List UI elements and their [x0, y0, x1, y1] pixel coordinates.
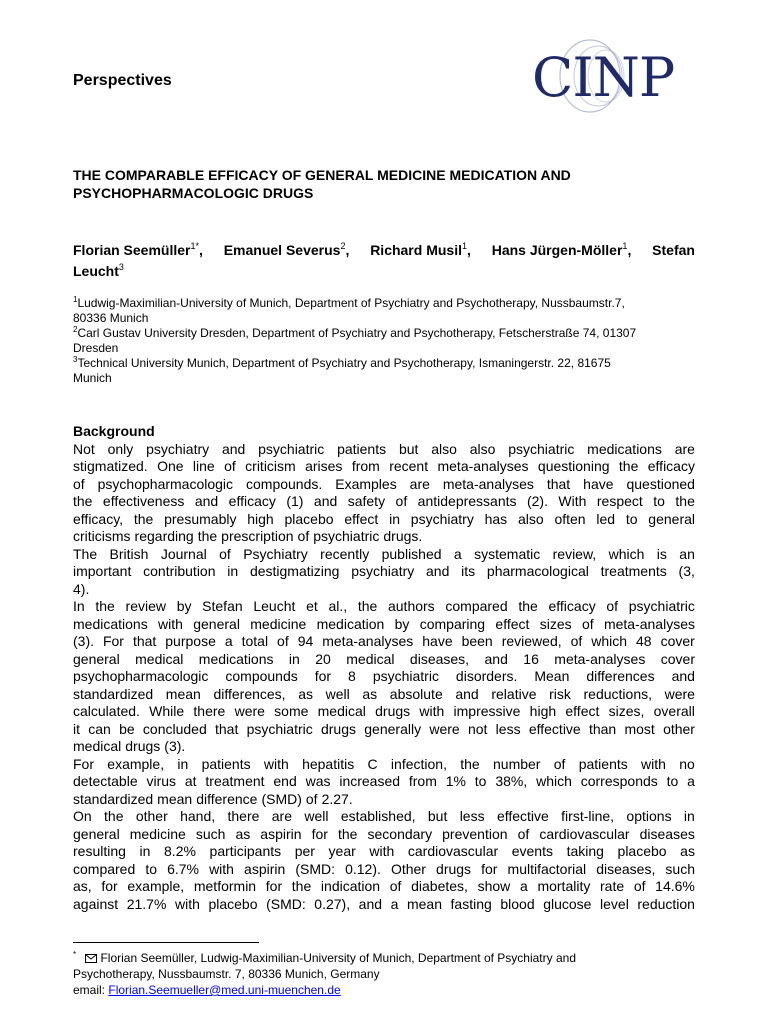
affiliation: $^3$Technical University Munich, Department of Psychiatry and Psychotherapy, Ismaningerstr. 22, 81675 — [73, 355, 611, 370]
affiliations — [73, 296, 695, 386]
text-line: against 21.7% with placebo (SMD: 0.27), and a mean fasting blood glucose level reduction — [73, 895, 695, 912]
text-line: medical drugs (3). — [73, 738, 186, 754]
text-line: (3). For that purpose a total of 94 meta-analyses have been reviewed, of which 48 cover — [73, 633, 695, 649]
author: Emanuel Severus$^2$, — [223, 241, 350, 258]
text-line: medications with general medicine medication by comparing effect sizes of meta-analyses — [73, 615, 695, 632]
title-line: PSYCHOPHARMACOLOGIC DRUGS — [73, 185, 314, 201]
section-label: Perspectives — [73, 72, 172, 89]
text-line: For example, in patients with hepatitis C infection, the number of patients with no — [73, 755, 695, 772]
text-line: criticisms regarding the prescription of psychiatric drugs. — [73, 528, 423, 544]
text-line: standardized mean differences, as well as absolute and relative risk reductions, were — [73, 685, 695, 702]
author-list — [73, 240, 695, 282]
text-line: the effectiveness and efficacy (1) and safety of antidepressants (2). With respect to the — [73, 493, 695, 509]
paragraph-block — [73, 441, 695, 914]
text-line: compared to 6.7% with aspirin (SMD: 0.12). Other drugs for multifactorial diseases, such — [73, 860, 695, 877]
section-heading: Background — [73, 423, 155, 439]
text-line: important contribution in destigmatizing psychiatry and its pharmacological treatments (3, — [73, 563, 695, 579]
text-line: detectable virus at treatment end was increased from 1% to 38%, which corresponds to a — [73, 773, 695, 789]
text-line: Not only psychiatry and psychiatric patients but also also psychiatric medications are — [73, 440, 695, 457]
email-link[interactable]: Florian.Seemueller@med.uni-muenchen.de — [108, 983, 341, 997]
text-line: psychopharmacologic compounds for 8 psychiatric disorders. Mean differences and — [73, 668, 695, 684]
text-line: In the review by Stefan Leucht et al., the authors compared the efficacy of psychiatric — [73, 598, 695, 614]
text-line: The British Journal of Psychiatry recently published a systematic review, which is an — [73, 545, 695, 562]
affiliation-cont: Dresden — [73, 341, 119, 355]
affiliation: $^1$Ludwig-Maximilian-University of Munich, Department of Psychiatry and Psychotherapy, Nussbaumstr.7, — [73, 295, 625, 310]
text-line: standardized mean difference (SMD) of 2.27. — [73, 790, 353, 807]
text-line: efficacy, the presumably high placebo effect in psychiatry has also often led to general — [73, 510, 695, 527]
author: Florian Seemüller$^{1*}$, — [73, 241, 203, 258]
cinp-logo — [528, 36, 696, 116]
text-line: stigmatized. One line of criticism arises from recent meta-analyses questioning the efficacy — [73, 458, 695, 474]
envelope-icon — [85, 954, 97, 963]
text-line: it can be concluded that psychiatric drugs generally were not less effective than most other — [73, 720, 695, 737]
affiliation-cont: Munich — [73, 371, 112, 385]
footnote: * Florian Seemüller, Ludwig-Maximilian-University of Munich, Department of Psychiatry and Psychotherapy, Nussbaumstr. 7, 80336 Munich, Germany email: Florian.Seemueller@med.uni-muenchen.de — [73, 950, 576, 997]
article-title — [73, 166, 695, 202]
author: Stefan — [652, 242, 695, 258]
footnote-rule — [73, 942, 259, 943]
author: Richard Musil$^1$, — [370, 241, 471, 258]
text-line: resulting in 8.2% participants per year with cardiovascular events taking placebo as — [73, 843, 695, 859]
text-line: general medicine such as aspirin for the secondary prevention of cardiovascular diseases — [73, 825, 695, 842]
text-line: general medical medications in 20 medical diseases, and 16 meta-analyses cover — [73, 650, 695, 667]
body-text — [73, 423, 695, 913]
text-line: of psychopharmacologic compounds. Examples are meta-analyses that have questioned — [73, 475, 695, 492]
text-line: 4). — [73, 580, 90, 597]
affiliation: $^2$Carl Gustav University Dresden, Department of Psychiatry and Psychotherapy, Fetscherstraße 74, 01307 — [73, 325, 637, 340]
author: Hans Jürgen-Möller$^1$, — [491, 241, 632, 258]
author: Leucht$^3$ — [73, 262, 124, 279]
affiliation-cont: 80336 Munich — [73, 311, 149, 325]
text-line: calculated. While there were some medical drugs with impressive high effect sizes, overall — [73, 703, 695, 719]
title-line: THE COMPARABLE EFFICACY OF GENERAL MEDICINE MEDICATION AND — [73, 167, 571, 183]
text-line: On the other hand, there are well established, but less effective first-line, options in — [73, 808, 695, 824]
svg-text:CINP: CINP — [532, 46, 675, 109]
text-line: as, for example, metformin for the indication of diabetes, show a mortality rate of 14.6% — [73, 878, 695, 894]
